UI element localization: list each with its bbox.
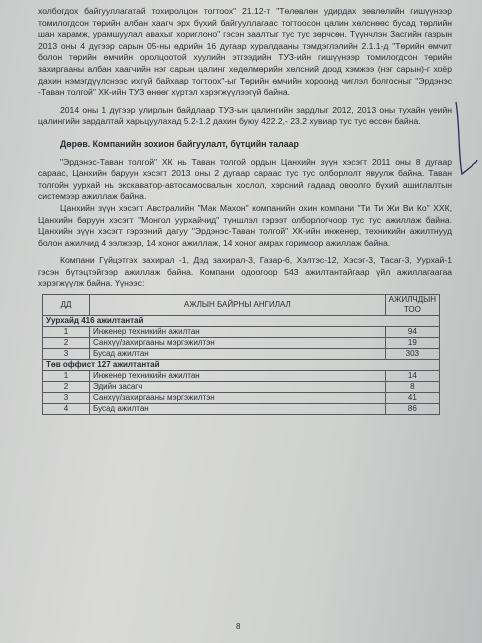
- cell-no: 2: [43, 382, 90, 393]
- cell-no: 2: [43, 338, 90, 349]
- table-row: [43, 371, 440, 382]
- table-header-row: [43, 295, 440, 316]
- paragraph-mid-3: Компани Гүйцэтгэх захирал -1, Дэд захирал-3, Газар-6, Хэлтэс-12, Хэсэг-3, Тасаг-3, Уурхай-1 гэсэн бүтэцтэйгээр ажиллаж байна. Компани одоогоор 543 ажилтантайгаар үйл ажиллагаагаа хэрэгжүүлж байна. Үүнээс:: [38, 255, 452, 289]
- signature-mark: [452, 96, 478, 186]
- cell-name: Инженер техникийн ажилтан: [90, 371, 386, 382]
- paragraph-top-2: 2014 оны 1 дүгээр улирлын байдлаар ТУЗ-ын цалингийн зардлыг 2012, 2013 оны тухайн үеийн цалингийн зардалтай харьцуулахад 5.2-1.2 дахин буюу 422.2,- 23.2 хувиар тус тус өссөн байна.: [38, 104, 452, 127]
- cell-no: 4: [43, 404, 90, 415]
- cell-name: Эдийн засагч: [90, 382, 386, 393]
- cell-count: 86: [385, 404, 439, 415]
- group-title: Төв оффист 127 ажилтантай: [43, 360, 440, 371]
- cell-name: Инженер техникийн ажилтан: [90, 327, 386, 338]
- cell-no: 3: [43, 393, 90, 404]
- header-count: АЖИЛЧДЫН ТОО: [385, 295, 439, 316]
- cell-name: Бусад ажилтан: [90, 404, 386, 415]
- table-row: [43, 404, 440, 415]
- cell-name: Бусад ажилтан: [90, 349, 386, 360]
- paragraph-mid-1: "Эрдэнэс-Таван толгой" ХК нь Таван толгой ордын Цанхийн зүүн хэсэгт 2011 оны 8 дугаар сараас, Цанхийн баруун хэсэгт 2013 оны 2 дугаар сараас тус тус олборлолт явуулж байна. Таван толгойн уурхай нь экскаватор-автосамосвалын хослол, хэрсний гадаад овоолго бүхий ашиглалтын системээр ажиллаж байна.: [38, 156, 452, 202]
- table-row: [43, 393, 440, 404]
- table-row: [43, 382, 440, 393]
- cell-count: 19: [385, 338, 439, 349]
- page-number: 8: [236, 622, 241, 631]
- cell-count: 8: [385, 382, 439, 393]
- cell-name: Санхүү/захиргааны мэргэжилтэн: [90, 338, 386, 349]
- group-row-mine: [43, 316, 440, 327]
- table-row: [43, 338, 440, 349]
- cell-count: 14: [385, 371, 439, 382]
- cell-no: 1: [43, 327, 90, 338]
- group-row-office: [43, 360, 440, 371]
- cell-count: 303: [385, 349, 439, 360]
- group-title: Уурхайд 416 ажилтантай: [43, 316, 440, 327]
- paragraph-mid-2: Цанхийн зүүн хэсэгт Австралийн "Мак Махон" компанийн охин компани "Ти Ти Жи Ви Ко" ХХК, Цанхийн баруун хэсэгт "Монгол уурхайчид" түншлэл гэрээт олборлогчоор тус тус ажиллаж байна. Цанхийн зүүн хэсэгт гэрээний дагуу "Эрдэнэс-Таван толгой" ХК-ийн инженер, техникийн ажилтнууд болон ажилчид 4 ээлжээр, 14 хоног ажиллаж, 14 хоног амрах горимоор ажиллаж байна.: [38, 202, 452, 248]
- table-row: [43, 349, 440, 360]
- section-heading: Дөрөв. Компанийн зохион байгуулалт, бүтцийн талаар: [60, 138, 299, 149]
- table-row: [43, 327, 440, 338]
- header-category: АЖЛЫН БАЙРНЫ АНГИЛАЛ: [90, 295, 386, 316]
- header-no: ДД: [43, 295, 90, 316]
- cell-name: Санхүү/захиргааны мэргэжилтэн: [90, 393, 386, 404]
- paragraph-top-1: холбогдох байгууллагатай тохиролцон тогтоох" 21.12-т "Төлөвлөн удирдах зөвлөлийн гишүүнээр томилогдсон төрийн албан хаагч эрх бүхий байгууллагаас тогтоосон цалин хөлснөөс бусад төрлийн шан харамж, урамшуулал авахыг хориглоно" гэсэн заалтыг тус тус зөрчсөн. Түүнчлэн Засгийн газрын 2013 оны 4 дүгээр сарын 05-ны өдрийн 16 дугаар хуралдааны тэмдэглэлийн 2.1.1-д "Төрийн өмчит болон төрийн өмчийн оролцоотой хуулийн этгээдийн ТУЗ-ийн гишүүнээр томилогдсон төрийн захиргааны албан хаагчийн нэг сарын цалинг хөдөлмөрийн хөлсний доод хэмжээ (нэг сарын)-г хоёр дахин нэмэгдүүлснээс ихгүй байхаар тогтоох"-ыг Төрийн өмчийн хороонд чиглэл болгосныг "Эрдэнэс -Таван толгой" ХК-ийн ТУЗ өнөөг хүртэл хэрэгжүүлээгүй байна.: [38, 6, 452, 98]
- cell-count: 41: [385, 393, 439, 404]
- cell-no: 3: [43, 349, 90, 360]
- cell-count: 94: [385, 327, 439, 338]
- cell-no: 1: [43, 371, 90, 382]
- staff-table: [42, 294, 440, 415]
